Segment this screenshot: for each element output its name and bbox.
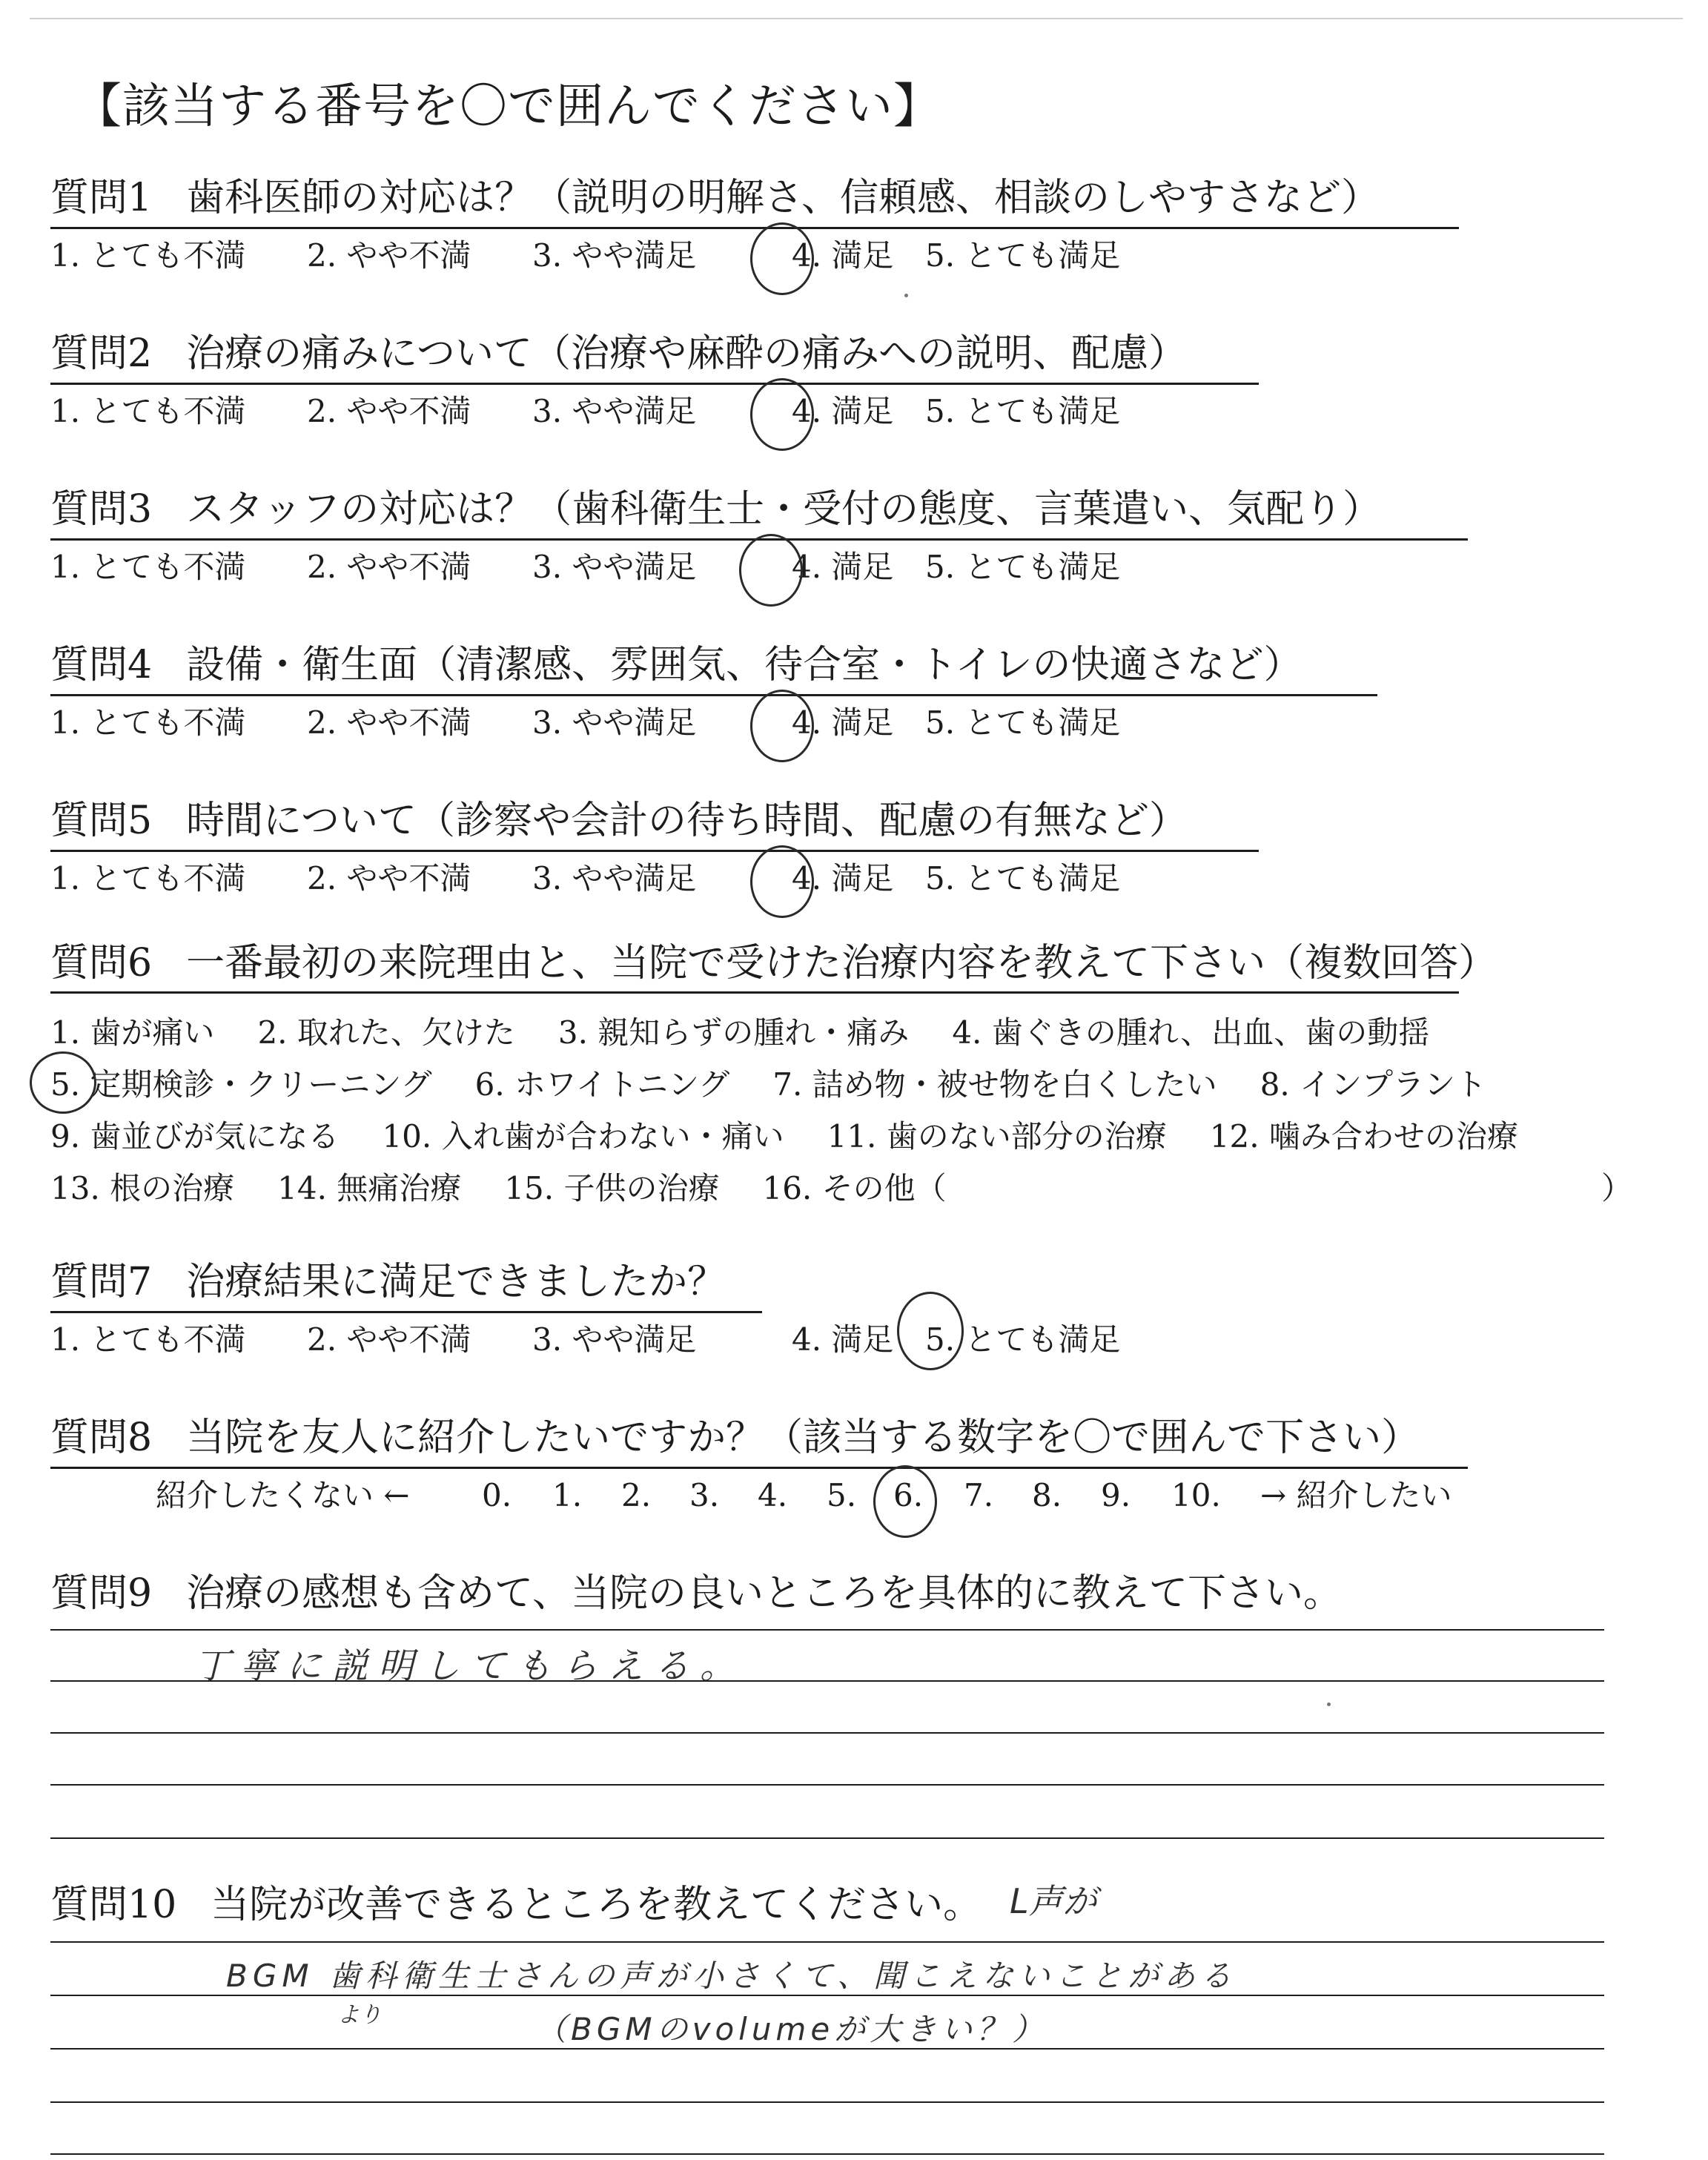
rating-option-3[interactable]: 3. やや満足 — [532, 549, 697, 585]
q9-handwritten-answer: 丁寧に説明してもらえる。 — [194, 1645, 747, 1687]
rating-option-1[interactable]: 1. とても不満 — [50, 1321, 246, 1358]
rating-option-4[interactable]: 4. 満足 — [792, 237, 894, 274]
question-7-title — [50, 1261, 726, 1305]
question-number: 質問4 — [50, 643, 153, 687]
recommend-score-6[interactable]: 6. — [893, 1477, 924, 1513]
answer-line — [50, 1629, 1604, 1631]
question-number: 質問1 — [50, 176, 153, 220]
page-title: 【該当する番号を〇で囲んでください】 — [74, 79, 941, 134]
q8-scale — [156, 1477, 410, 1514]
question-5-title — [50, 799, 1188, 844]
rating-option-4[interactable]: 4. 満足 — [792, 393, 894, 429]
answer-line — [50, 1941, 1604, 1943]
question-text: 当院を友人に紹介したいですか？（該当する数字を〇で囲んで下さい） — [186, 1416, 1420, 1460]
rating-option-3[interactable]: 3. やや満足 — [532, 860, 697, 896]
rating-option-1[interactable]: 1. とても不満 — [50, 860, 246, 896]
q8-left-label: 紹介したくない ← — [156, 1477, 410, 1513]
question-6-title — [50, 942, 1497, 986]
question-text: 時間について（診察や会計の待ち時間、配慮の有無など） — [186, 799, 1188, 843]
rating-option-5[interactable]: 5. とても満足 — [925, 237, 1121, 274]
rating-option-1[interactable]: 1. とても不満 — [50, 704, 246, 741]
q6-option-row-2 — [50, 1060, 1529, 1105]
answer-line — [50, 2153, 1604, 2155]
recommend-score-0[interactable]: 0. — [482, 1477, 512, 1513]
rating-option-2[interactable]: 2. やや不満 — [307, 237, 471, 274]
q6-option[interactable]: 6. ホワイトニング — [474, 1066, 730, 1103]
q6-option[interactable]: 2. 取れた、欠けた — [257, 1014, 515, 1051]
top-border — [30, 18, 1683, 19]
q6-option[interactable]: 12. 噛み合わせの治療 — [1209, 1118, 1518, 1155]
question-text: 治療の痛みについて（治療や麻酔の痛みへの説明、配慮） — [186, 331, 1188, 376]
rating-option-2[interactable]: 2. やや不満 — [307, 393, 471, 429]
q6-option[interactable]: 5. 定期検診・クリーニング — [50, 1066, 432, 1103]
q10-margin-note: L声が — [1010, 1881, 1097, 1921]
speck — [1327, 1702, 1331, 1706]
question-5-underline — [50, 850, 1259, 852]
q6-option[interactable]: 1. 歯が痛い — [50, 1014, 215, 1051]
rating-option-5[interactable]: 5. とても満足 — [925, 1321, 1121, 1358]
rating-option-4[interactable]: 4. 満足 — [792, 704, 894, 741]
question-text: 歯科医師の対応は？（説明の明解さ、信頼感、相談のしやすさなど） — [186, 176, 1380, 220]
q6-option[interactable]: 16. その他（ — [762, 1170, 947, 1206]
question-number: 質問8 — [50, 1416, 153, 1460]
rating-option-5[interactable]: 5. とても満足 — [925, 393, 1121, 429]
question-3-title — [50, 488, 1381, 532]
recommend-score-2[interactable]: 2. — [621, 1477, 652, 1513]
rating-option-5[interactable]: 5. とても満足 — [925, 860, 1121, 896]
question-number: 質問2 — [50, 331, 153, 376]
q6-option[interactable]: 7. 詰め物・被せ物を白くしたい — [772, 1066, 1217, 1103]
q6-option[interactable]: 3. 親知らずの腫れ・痛み — [557, 1014, 910, 1051]
answer-line — [50, 1732, 1604, 1734]
q6-option[interactable]: 4. 歯ぐきの腫れ、出血、歯の動揺 — [952, 1014, 1430, 1051]
q6-option[interactable]: 10. 入れ歯が合わない・痛い — [382, 1118, 784, 1155]
question-text: スタッフの対応は？（歯科衛生士・受付の態度、言葉遣い、気配り） — [186, 487, 1382, 532]
recommend-score-1[interactable]: 1. — [552, 1477, 583, 1513]
paren: ） — [1601, 1170, 1633, 1206]
question-number: 質問3 — [50, 487, 153, 532]
q10-handwritten-line-1: BGM 歯科衛生士さんの声が小さくて、聞こえないことがある — [226, 1958, 1237, 1994]
rating-option-2[interactable]: 2. やや不満 — [307, 704, 471, 741]
q6-option[interactable]: 15. 子供の治療 — [504, 1170, 720, 1206]
rating-option-2[interactable]: 2. やや不満 — [307, 1321, 471, 1358]
question-2-underline — [50, 383, 1259, 385]
answer-line — [50, 1837, 1604, 1839]
rating-option-3[interactable]: 3. やや満足 — [532, 1321, 697, 1358]
rating-option-2[interactable]: 2. やや不満 — [307, 860, 471, 896]
q6-option[interactable]: 13. 根の治療 — [50, 1170, 235, 1206]
rating-option-4[interactable]: 4. 満足 — [792, 860, 894, 896]
recommend-score-5[interactable]: 5. — [827, 1477, 857, 1513]
rating-option-4[interactable]: 4. 満足 — [792, 1321, 894, 1358]
answer-line — [50, 2101, 1604, 2103]
rating-option-4[interactable]: 4. 満足 — [792, 549, 894, 585]
question-text: 治療の感想も含めて、当院の良いところを具体的に教えて下さい。 — [186, 1571, 1343, 1616]
question-number: 質問10 — [50, 1883, 177, 1927]
q10-handwritten-sub: より — [337, 2002, 382, 2028]
question-text: 当院が改善できるところを教えてください。 — [211, 1883, 982, 1927]
speck — [904, 294, 908, 297]
q6-option[interactable]: 9. 歯並びが気になる — [50, 1118, 340, 1155]
question-8-underline — [50, 1467, 1468, 1469]
recommend-score-3[interactable]: 3. — [689, 1477, 720, 1513]
rating-option-1[interactable]: 1. とても不満 — [50, 237, 246, 274]
question-1-title — [50, 176, 1380, 221]
question-number: 質問6 — [50, 941, 153, 985]
question-text: 治療結果に満足できましたか？ — [186, 1260, 726, 1304]
q6-option[interactable]: 8. インプラント — [1260, 1066, 1487, 1103]
rating-option-1[interactable]: 1. とても不満 — [50, 393, 246, 429]
question-2-title — [50, 332, 1187, 377]
rating-option-5[interactable]: 5. とても満足 — [925, 549, 1121, 585]
rating-option-5[interactable]: 5. とても満足 — [925, 704, 1121, 741]
recommend-score-8[interactable]: 8. — [1032, 1477, 1062, 1513]
question-text: 一番最初の来院理由と、当院で受けた治療内容を教えて下さい（複数回答） — [186, 941, 1497, 985]
question-4-underline — [50, 694, 1377, 696]
recommend-score-4[interactable]: 4. — [758, 1477, 788, 1513]
rating-option-2[interactable]: 2. やや不満 — [307, 549, 471, 585]
question-4-title — [50, 644, 1302, 688]
q6-option-row-1 — [50, 1008, 1472, 1053]
q8-right-wrap — [1260, 1477, 1452, 1514]
rating-option-3[interactable]: 3. やや満足 — [532, 393, 697, 429]
question-number: 質問7 — [50, 1260, 153, 1304]
q6-option-row-3 — [50, 1112, 1561, 1157]
rating-option-3[interactable]: 3. やや満足 — [532, 704, 697, 741]
q6-option[interactable]: 11. 歯のない部分の治療 — [827, 1118, 1167, 1155]
question-1-underline — [50, 227, 1459, 229]
question-10-title — [50, 1883, 982, 1928]
q6-option-row-4 — [50, 1164, 990, 1209]
q10-handwritten-line-2: （BGMのvolumeが大きい？） — [535, 2011, 1048, 2047]
recommend-score-9[interactable]: 9. — [1101, 1477, 1131, 1513]
question-7-underline — [50, 1311, 762, 1313]
question-9-title — [50, 1572, 1342, 1616]
q8-right-label: → 紹介したい — [1260, 1477, 1452, 1513]
question-8-title — [50, 1416, 1420, 1461]
q6-option[interactable]: 14. 無痛治療 — [277, 1170, 462, 1206]
recommend-score-7[interactable]: 7. — [964, 1477, 994, 1513]
question-number: 質問9 — [50, 1571, 153, 1616]
q6-other-close-paren — [1601, 1164, 1675, 1209]
recommend-score-10[interactable]: 10. — [1171, 1477, 1221, 1513]
answer-line — [50, 1784, 1604, 1786]
question-text: 設備・衛生面（清潔感、雰囲気、待合室・トイレの快適さなど） — [186, 643, 1302, 687]
question-number: 質問5 — [50, 799, 153, 843]
question-3-underline — [50, 538, 1468, 541]
rating-option-3[interactable]: 3. やや満足 — [532, 237, 697, 274]
question-6-underline — [50, 991, 1459, 994]
rating-option-1[interactable]: 1. とても不満 — [50, 549, 246, 585]
